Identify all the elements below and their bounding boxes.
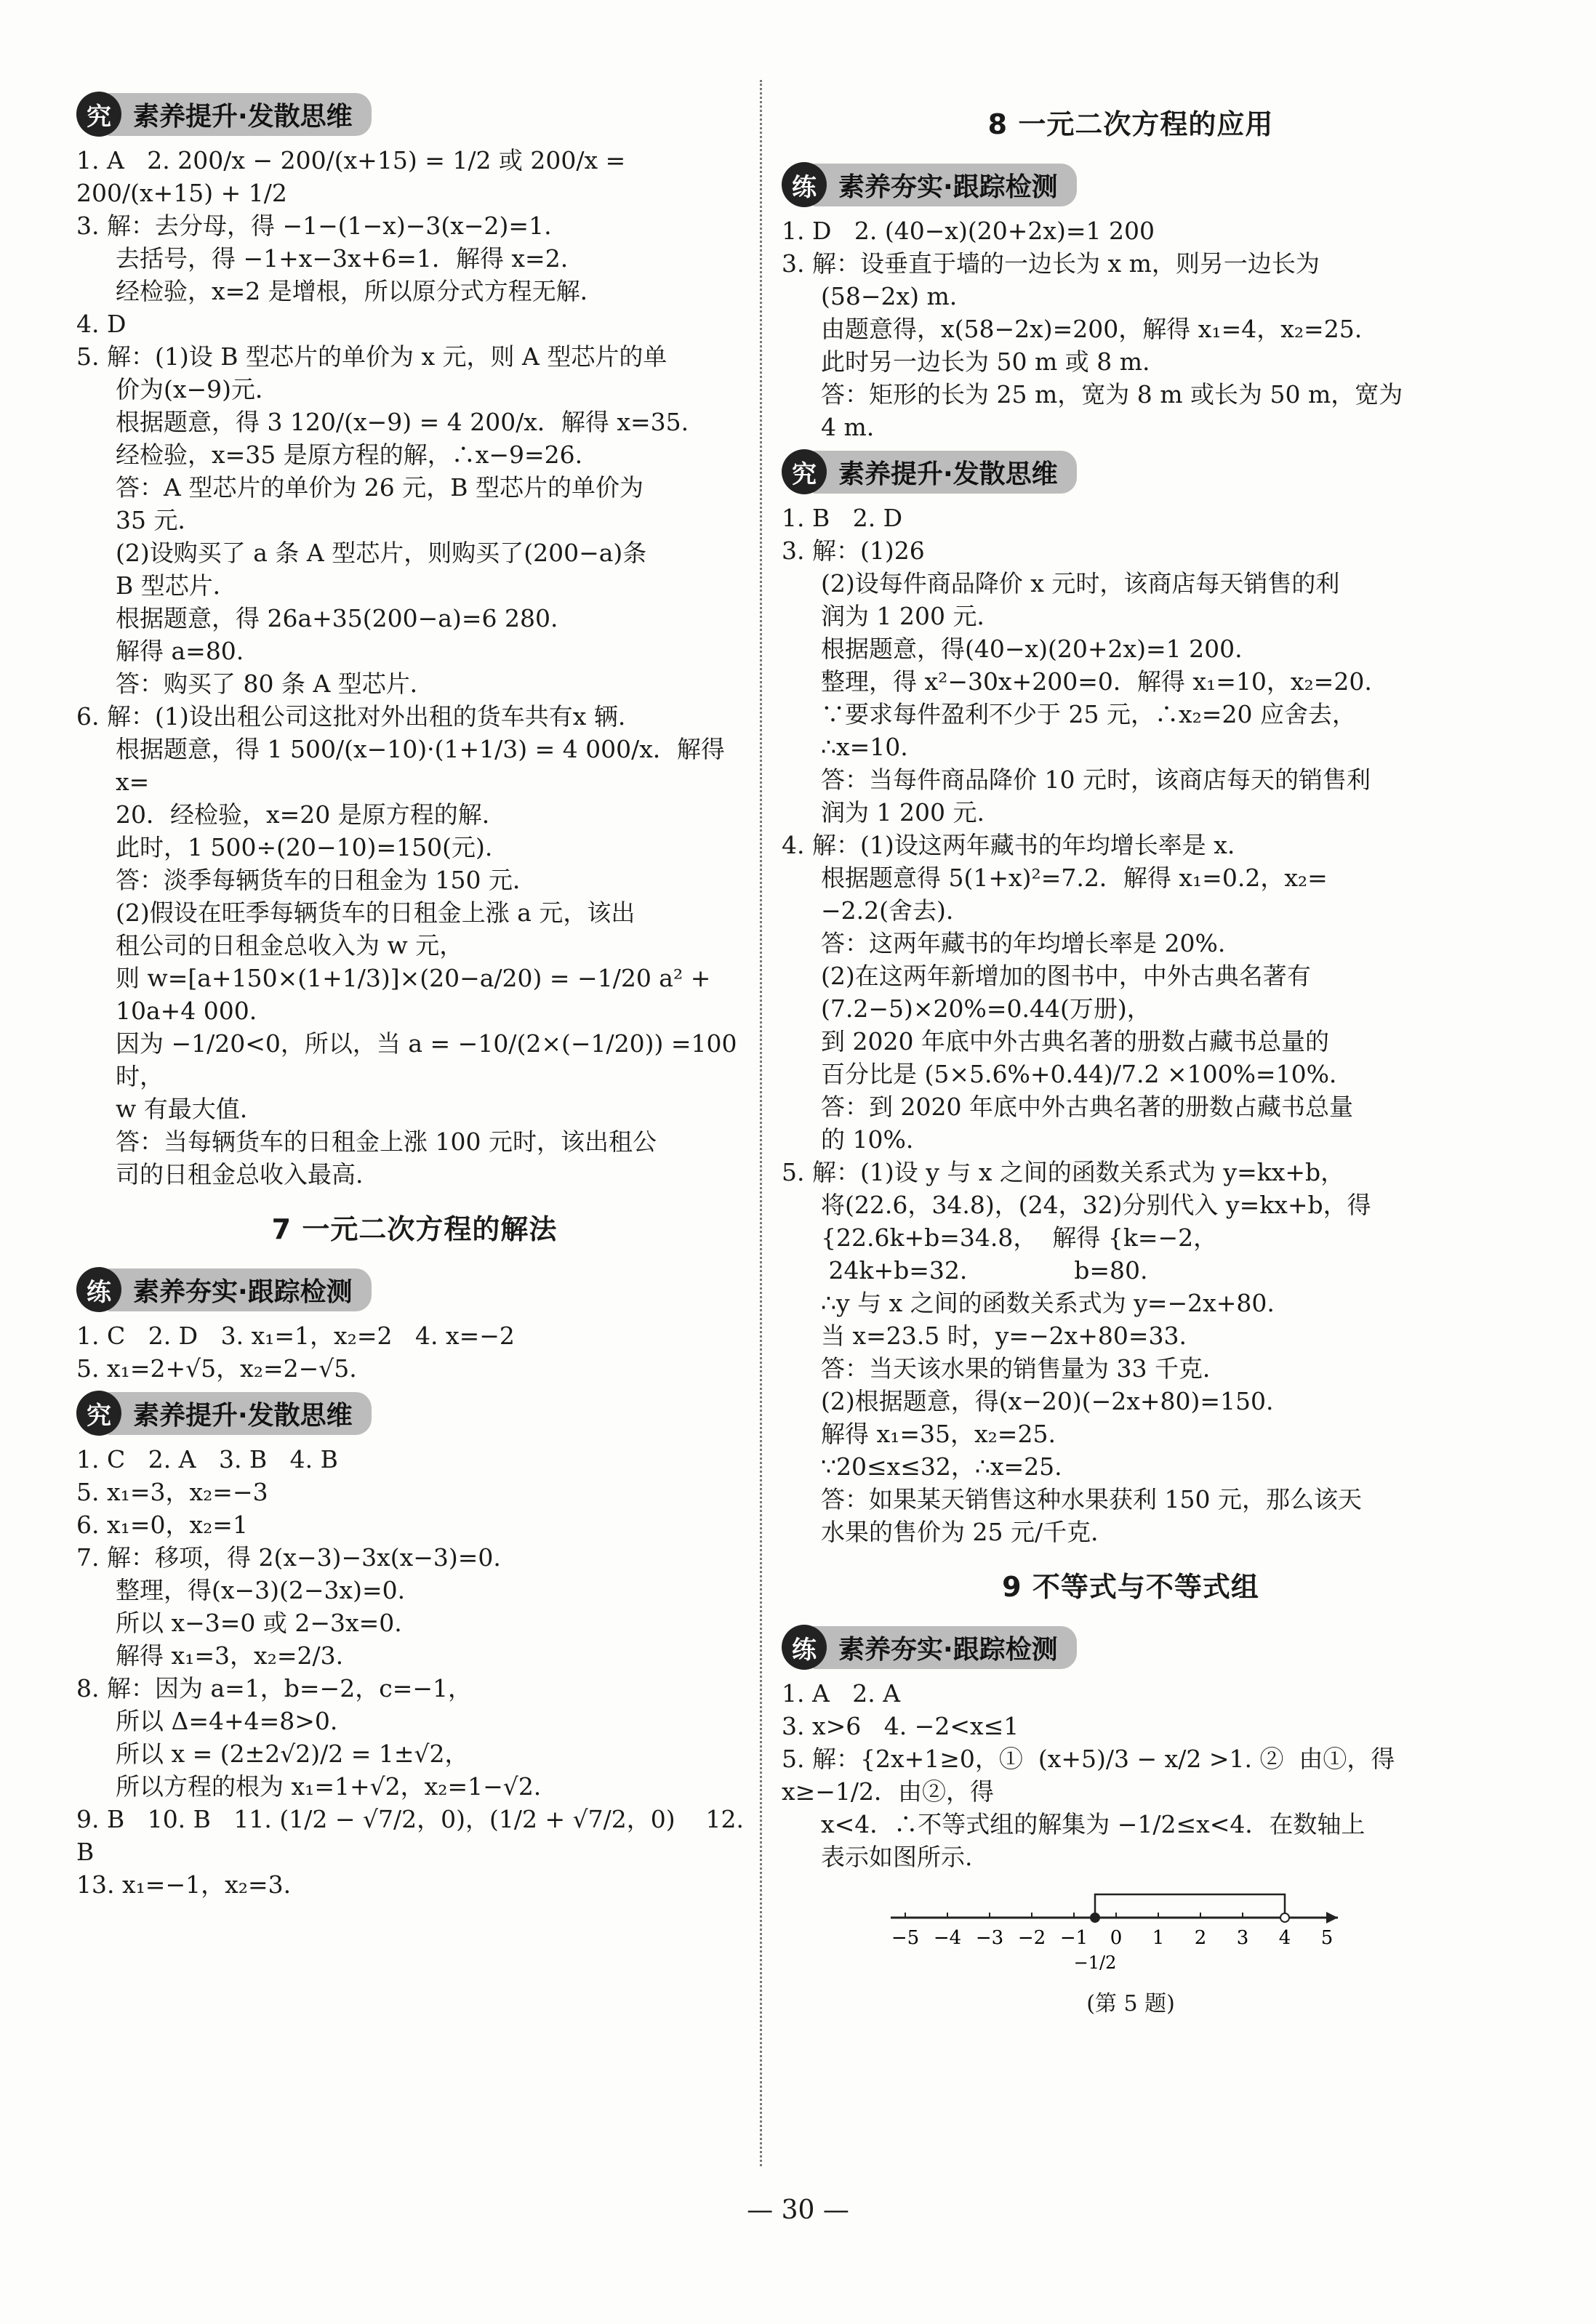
answer-line: 3. x>6 4. −2<x≤1 [782, 1712, 1019, 1740]
answer-continuation: (2)根据题意，得(x−20)(−2x+80)=150. [821, 1387, 1274, 1415]
answer-continuation: 答：当天该水果的销售量为 33 千克． [821, 1354, 1227, 1383]
answer-line: 4. 解：(1)设这两年藏书的年均增长率是 x. [782, 831, 1235, 859]
badge-icon: 究 [782, 449, 827, 494]
answer-continuation: 润为 1 200 元． [821, 602, 1001, 630]
tick-label: 5 [1320, 1927, 1334, 1949]
section-badge [76, 92, 753, 137]
answer-continuation: 解得 a=80. [116, 637, 244, 665]
answer-line: 5. 解：(1)设 B 型芯片的单价为 x 元，则 A 型芯片的单 [76, 342, 667, 371]
answer-line: 5. 解：{2x+1≥0，① (x+5)/3 − x/2 >1. ② 由①，得 x≥−1/2．由②，得 [782, 1745, 1403, 1806]
section-badge [782, 1625, 1480, 1670]
answer-line: 5. x₁=3，x₂=−3 [76, 1478, 268, 1506]
answer-continuation: 根据题意，得 1 500/(x−10)·(1+1/3) = 4 000/x．解得 x= [116, 735, 733, 796]
page-number: — 30 — [747, 2195, 849, 2225]
number-line [883, 1885, 1349, 1972]
answer-continuation: 百分比是 (5×5.6%+0.44)/7.2 ×100%=10%. [821, 1060, 1337, 1088]
badge-label: 素养提升·发散思维 [108, 93, 372, 136]
answer-continuation: 将(22.6，34.8)，(24，32)分别代入 y=kx+b，得 [821, 1191, 1371, 1219]
answer-continuation: 答：淡季每辆货车的日租金为 150 元． [116, 866, 537, 894]
tick-label: 2 [1194, 1927, 1207, 1949]
answer-continuation: (2)设购买了 a 条 A 型芯片，则购买了(200−a)条 [116, 539, 647, 567]
badge-icon: 练 [76, 1267, 121, 1312]
answer-continuation: 所以 x = (2±2√2)/2 = 1±√2， [116, 1740, 469, 1768]
answer-continuation: 当 x=23.5 时，y=−2x+80=33. [821, 1322, 1187, 1350]
answer-line: 3. 解：去分母，得 −1−(1−x)−3(x−2)=1. [76, 212, 552, 240]
badge-icon: 究 [76, 1391, 121, 1436]
badge-label: 素养夯实·跟踪检测 [814, 164, 1077, 206]
answer-line: 5. x₁=2+√5，x₂=2−√5. [76, 1354, 357, 1383]
answer-line: 9. B 10. B 11. (1/2 − √7/2，0)，(1/2 + √7/2，0) 12. B [76, 1805, 752, 1866]
answer-continuation: 24k+b=32. b=80. [821, 1256, 1148, 1284]
badge-label: 素养夯实·跟踪检测 [108, 1268, 372, 1311]
answer-continuation: 此时另一边长为 50 m 或 8 m. [821, 347, 1150, 376]
answer-line: 1. A 2. 200/x − 200/(x+15) = 1/2 或 200/x = 200/(x+15) + 1/2 [76, 146, 633, 207]
answer-continuation: 根据题意，得 26a+35(200−a)=6 280. [116, 604, 558, 632]
open-endpoint [1280, 1913, 1289, 1922]
answer-continuation: (58−2x) m. [821, 282, 958, 310]
tick-label: −4 [933, 1927, 962, 1949]
answer-continuation: 经检验，x=2 是增根，所以原分式方程无解． [116, 277, 604, 305]
right-column [782, 86, 1480, 2017]
badge-label: 素养提升·发散思维 [108, 1392, 372, 1435]
answer-line: 1. D 2. (40−x)(20+2x)=1 200 [782, 217, 1155, 245]
answer-continuation: (2)在这两年新增加的图书中，中外古典名著有 [821, 962, 1311, 990]
answer-continuation: (7.2−5)×20%=0.44(万册)， [821, 994, 1151, 1023]
section-title: 9 不等式与不等式组 [1002, 1571, 1259, 1603]
answer-continuation: 所以 x−3=0 或 2−3x=0. [116, 1609, 402, 1637]
answer-line: 13. x₁=−1，x₂=3. [76, 1870, 292, 1899]
answer-continuation: x<4．∴不等式组的解集为 −1/2≤x<4．在数轴上 [821, 1810, 1366, 1838]
answer-continuation: 所以 Δ=4+4=8>0. [116, 1707, 338, 1735]
answer-line: 5. 解：(1)设 y 与 x 之间的函数关系式为 y=kx+b， [782, 1158, 1345, 1186]
answer-continuation: 到 2020 年底中外古典名著的册数占藏书总量的 [821, 1027, 1329, 1056]
tick-label: −1 [1059, 1927, 1088, 1949]
answer-continuation: ∵要求每件盈利不少于 25 元，∴x₂=20 应舍去， [821, 700, 1356, 728]
answer-continuation: ∵20≤x≤32，∴x=25. [821, 1452, 1062, 1481]
answer-line: 6. x₁=0，x₂=1 [76, 1511, 248, 1539]
answer-line: 4. D [76, 310, 127, 338]
answer-continuation: 解得 x₁=35，x₂=25. [821, 1420, 1056, 1448]
badge-icon: 究 [76, 92, 121, 137]
answer-continuation: ∴y 与 x 之间的函数关系式为 y=−2x+80. [821, 1289, 1275, 1317]
solution-bracket [1095, 1894, 1285, 1918]
answer-continuation: 则 w=[a+150×(1+1/3)]×(20−a/20) = −1/20 a² + [116, 964, 711, 992]
answer-line: 1. C 2. D 3. x₁=1，x₂=2 4. x=−2 [76, 1322, 515, 1350]
column-divider [760, 80, 762, 2166]
answer-continuation: 答：矩形的长为 25 m，宽为 8 m 或长为 50 m，宽为 [821, 380, 1403, 409]
section-badge [782, 449, 1480, 494]
answer-line: 6. 解：(1)设出租公司这批对外出租的货车共有x 辆. [76, 702, 626, 731]
answer-continuation: 润为 1 200 元. [821, 798, 985, 827]
answer-continuation: 答：购买了 80 条 A 型芯片． [116, 670, 434, 698]
answer-continuation: 所以方程的根为 x₁=1+√2，x₂=1−√2. [116, 1772, 542, 1801]
answer-continuation: 答：到 2020 年底中外古典名著的册数占藏书总量 [821, 1093, 1353, 1121]
answer-continuation: (2)假设在旺季每辆货车的日租金上涨 a 元，该出 [116, 898, 635, 927]
answer-continuation: 价为(x−9)元． [116, 375, 280, 403]
tick-label: −3 [975, 1927, 1004, 1949]
badge-label: 素养提升·发散思维 [814, 451, 1077, 494]
closed-endpoint [1091, 1913, 1099, 1922]
answer-line: 3. 解：设垂直于墙的一边长为 x m，则另一边长为 [782, 249, 1320, 278]
answer-continuation: {22.6k+b=34.8， 解得 {k=−2， [821, 1223, 1218, 1252]
answer-continuation: 的 10%. [821, 1125, 914, 1154]
answer-continuation: 租公司的日租金总收入为 w 元， [116, 931, 464, 960]
answer-continuation: w 有最大值. [116, 1095, 248, 1123]
answer-line: 3. 解：(1)26 [782, 536, 925, 565]
left-column [76, 86, 753, 1901]
answer-continuation: 4 m. [821, 413, 875, 441]
section-title: 8 一元二次方程的应用 [987, 108, 1274, 140]
answer-continuation: 答：当每件商品降价 10 元时，该商店每天的销售利 [821, 765, 1371, 794]
answer-continuation: 整理，得 x²−30x+200=0．解得 x₁=10，x₂=20. [821, 667, 1372, 696]
answer-line: 1. C 2. A 3. B 4. B [76, 1445, 338, 1473]
answer-continuation: 因为 −1/20<0，所以，当 a = −10/(2×(−1/20)) =100 时， [116, 1029, 745, 1090]
answer-continuation: 司的日租金总收入最高. [116, 1160, 364, 1189]
answer-continuation: 答：如果某天销售这种水果获利 150 元，那么该天 [821, 1485, 1362, 1513]
answer-continuation: 根据题意，得(40−x)(20+2x)=1 200. [821, 635, 1243, 663]
half-label: −1/2 [1073, 1953, 1117, 1972]
answer-continuation: 去括号，得 −1+x−3x+6=1．解得 x=2. [116, 244, 569, 273]
tick-label: 3 [1236, 1927, 1249, 1949]
tick-label: 0 [1110, 1927, 1123, 1949]
answer-continuation: 由题意得，x(58−2x)=200，解得 x₁=4，x₂=25. [821, 315, 1363, 343]
tick-label: 4 [1278, 1927, 1291, 1949]
answer-continuation: 根据题意，得 3 120/(x−9) = 4 200/x．解得 x=35. [116, 408, 689, 436]
answer-continuation: 根据题意得 5(1+x)²=7.2．解得 x₁=0.2，x₂= [821, 864, 1328, 892]
answer-continuation: 经检验，x=35 是原方程的解，∴x−9=26. [116, 441, 583, 469]
answer-line: 1. B 2. D [782, 504, 903, 532]
figure-caption: (第 5 题) [1086, 1991, 1175, 2017]
tick-label: −5 [891, 1927, 920, 1949]
answer-continuation: 20．经检验，x=20 是原方程的解. [116, 800, 490, 829]
number-line-figure [883, 1885, 1480, 1975]
answer-continuation: 整理，得(x−3)(2−3x)=0. [116, 1576, 406, 1604]
answer-continuation: B 型芯片． [116, 571, 237, 600]
answer-continuation: 水果的售价为 25 元/千克． [821, 1518, 1115, 1546]
answer-continuation: ∴x=10. [821, 733, 908, 761]
answer-continuation: 此时，1 500÷(20−10)=150(元). [116, 833, 493, 861]
section-badge [76, 1391, 753, 1436]
badge-label: 素养夯实·跟踪检测 [814, 1626, 1077, 1669]
axis-arrow [1326, 1912, 1338, 1923]
answer-continuation: 解得 x₁=3，x₂=2/3. [116, 1641, 344, 1670]
tick-label: 1 [1152, 1927, 1165, 1949]
section-badge [782, 162, 1480, 207]
answer-line: 8. 解：因为 a=1，b=−2，c=−1， [76, 1674, 472, 1702]
answer-continuation: −2.2(舍去). [821, 896, 954, 925]
tick-label: −2 [1017, 1927, 1046, 1949]
answer-continuation: 35 元． [116, 506, 202, 534]
answer-line: 1. A 2. A [782, 1679, 901, 1708]
answer-continuation: 答：当每辆货车的日租金上涨 100 元时，该出租公 [116, 1127, 657, 1156]
badge-icon: 练 [782, 1625, 827, 1670]
answer-line: 7. 解：移项，得 2(x−3)−3x(x−3)=0. [76, 1543, 501, 1572]
answer-continuation: 答：这两年藏书的年均增长率是 20%. [821, 929, 1226, 957]
section-title: 7 一元二次方程的解法 [271, 1213, 558, 1245]
section-badge [76, 1267, 753, 1312]
answer-continuation: 10a+4 000. [116, 997, 257, 1025]
answer-continuation: (2)设每件商品降价 x 元时，该商店每天销售的利 [821, 569, 1340, 598]
answer-continuation: 表示如图所示. [821, 1843, 973, 1871]
badge-icon: 练 [782, 162, 827, 207]
answer-continuation: 答：A 型芯片的单价为 26 元，B 型芯片的单价为 [116, 473, 644, 502]
